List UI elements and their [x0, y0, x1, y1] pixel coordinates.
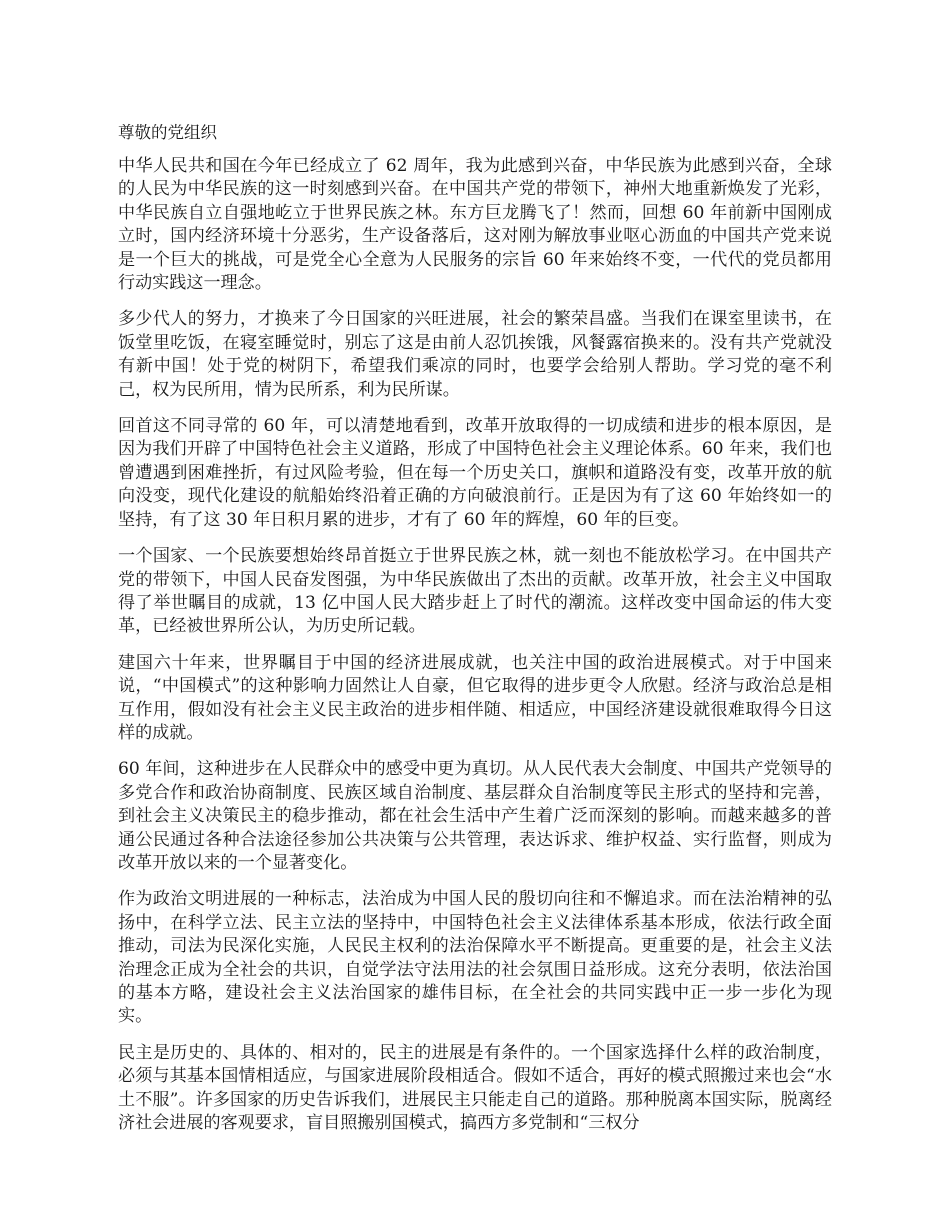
paragraph-4: 一个国家、一个民族要想始终昂首挺立于世界民族之林，就一刻也不能放松学习。在中国共产党的带领下，中国人民奋发图强，为中华民族做出了杰出的贡献。改革开放，社会主义中国取得了举世瞩目的成就，13 亿中国人民大踏步赶上了时代的潮流。这样改变中国命运的伟大变革，已经被世界所公认，为历史所记载。 — [118, 546, 832, 637]
paragraph-3: 回首这不同寻常的 60 年，可以清楚地看到，改革开放取得的一切成绩和进步的根本原因，是因为我们开辟了中国特色社会主义道路，形成了中国特色社会主义理论体系。60 年来，我们也曾遭遇到困难挫折，有过风险考验，但在每一个历史关口，旗帜和道路没有变，改革开放的航向没变，现代化建设的航船始终沿着正确的方向破浪前行。正是因为有了这 60 年始终如一的坚持，有了这 30 年日积月累的进步，才有了 60 年的辉煌，60 年的巨变。 — [118, 416, 832, 530]
paragraph-7: 作为政治文明进展的一种标志，法治成为中国人民的殷切向往和不懈追求。而在法治精神的弘扬中，在科学立法、民主立法的坚持中，中国特色社会主义法律体系基本形成，依法行政全面推动，司法为民深化实施，人民民主权利的法治保障水平不断提高。更重要的是，社会主义法治理念正成为全社会的共识，自觉学法守法用法的社会氛围日益形成。这充分表明，依法治国的基本方略，建设社会主义法治国家的雄伟目标，在全社会的共同实践中正一步一步化为现实。 — [118, 889, 832, 1027]
paragraph-2: 多少代人的努力，才换来了今日国家的兴旺进展，社会的繁荣昌盛。当我们在课室里读书，在饭堂里吃饭，在寝室睡觉时，别忘了这是由前人忍饥挨饿，风餐露宿换来的。没有共产党就没有新中国！处于党的树阴下，希望我们乘凉的同时，也要学会给别人帮助。学习党的毫不利己，权为民所用，情为民所系，利为民所谋。 — [118, 309, 832, 400]
paragraph-8: 民主是历史的、具体的、相对的，民主的进展是有条件的。一个国家选择什么样的政治制度，必须与其基本国情相适应，与国家进展阶段相适合。假如不适合，再好的模式照搬过来也会“水土不服”。许多国家的历史告诉我们，进展民主只能走自己的道路。那种脱离本国实际，脱离经济社会进展的客观要求，盲目照搬别国模式，搞西方多党制和“三权分 — [118, 1042, 832, 1134]
paragraph-5: 建国六十年来，世界瞩目于中国的经济进展成就，也关注中国的政治进展模式。对于中国来说，“中国模式”的这种影响力固然让人自豪，但它取得的进步更令人欣慰。经济与政治总是相互作用，假如没有社会主义民主政治的进步相伴随、相适应，中国经济建设就很难取得今日这样的成就。 — [118, 652, 832, 743]
salutation: 尊敬的党组织 — [118, 123, 217, 142]
paragraph-6: 60 年间，这种进步在人民群众中的感受中更为真切。从人民代表大会制度、中国共产党领导的多党合作和政治协商制度、民族区域自治制度、基层群众自治制度等民主形式的坚持和完善，到社会主义决策民主的稳步推动，都在社会生活中产生着广泛而深刻的影响。而越来越多的普通公民通过各种合法途径参加公共决策与公共管理，表达诉求、维护权益、实行监督，则成为改革开放以来的一个显著变化。 — [118, 759, 832, 873]
paragraph-1: 中华人民共和国在今年已经成立了 62 周年，我为此感到兴奋，中华民族为此感到兴奋，全球的人民为中华民族的这一时刻感到兴奋。在中国共产党的带领下，神州大地重新焕发了光彩，中华民族自立自强地屹立于世界民族之林。东方巨龙腾飞了！然而，回想 60 年前新中国刚成立时，国内经济环境十分恶劣，生产设备落后，这对刚为解放事业呕心沥血的中国共产党来说是一个巨大的挑战，可是党全心全意为人民服务的宗旨 60 年来始终不变，一代代的党员都用行动实践这一理念。 — [118, 156, 832, 294]
